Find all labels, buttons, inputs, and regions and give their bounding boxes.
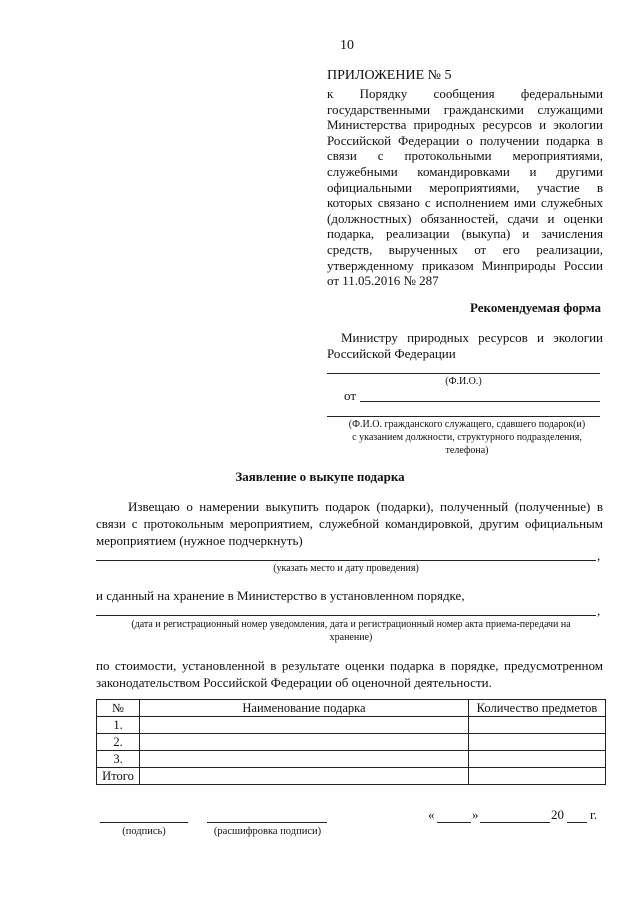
table-header-row xyxy=(97,700,606,717)
row-quantity xyxy=(469,768,606,785)
row-number: 3. xyxy=(97,751,140,768)
from-line xyxy=(360,401,600,402)
appendix-line: утвержденному приказом Минприроды России xyxy=(327,257,603,273)
row-quantity xyxy=(469,751,606,768)
row-quantity xyxy=(469,734,606,751)
row-quantity xyxy=(469,717,606,734)
fio-caption: (Ф.И.О.) xyxy=(445,376,482,387)
notice-caption xyxy=(96,618,606,644)
row-gift-name xyxy=(140,717,469,734)
appendix-line: от 11.05.2016 № 287 xyxy=(327,273,439,289)
statement-paragraph-2: и сданный на хранение в Министерство в установленном порядке, xyxy=(96,588,465,603)
date-field xyxy=(428,807,608,825)
date-open-quote: « xyxy=(428,807,435,822)
fio-line xyxy=(327,373,600,374)
signature-caption: (подпись) xyxy=(122,826,166,837)
date-close-quote: » xyxy=(472,807,479,822)
table-row xyxy=(97,717,606,734)
row-number: 2. xyxy=(97,734,140,751)
page-number: 10 xyxy=(340,38,354,53)
appendix-line: которых связано с исполнением ими служебных xyxy=(327,195,603,211)
statement-paragraph-3 xyxy=(96,657,603,691)
paragraph-line: Извещаю о намерении выкупить подарок (подарки), полученный (полученные) в xyxy=(128,499,603,514)
appendix-line: (должностных) обязанностей, сдачи и оценки xyxy=(327,210,603,226)
gift-table xyxy=(96,699,606,785)
date-year-line xyxy=(567,822,587,823)
row-gift-name xyxy=(140,734,469,751)
appendix-text xyxy=(327,86,603,289)
date-year-prefix: 20 xyxy=(551,807,564,822)
addressee-line: Министру природных ресурсов и экологии xyxy=(341,330,603,345)
row-gift-name xyxy=(140,768,469,785)
appendix-line: Российской Федерации о получении подарка в xyxy=(327,132,603,148)
table-row xyxy=(97,751,606,768)
notice-caption-line: хранение) xyxy=(329,632,373,643)
table-total-row xyxy=(97,768,606,785)
notice-line xyxy=(96,615,596,616)
signature-decode-line xyxy=(207,822,327,823)
row-number: Итого xyxy=(97,768,140,785)
row-gift-name xyxy=(140,751,469,768)
appendix-line: официальными мероприятиями, участие в xyxy=(327,179,603,195)
sender-line xyxy=(327,416,600,417)
sender-caption-line: (Ф.И.О. гражданского служащего, сдавшего подарок(и) xyxy=(348,419,586,430)
paragraph-line: связи с протокольным мероприятием, служебной командировкой, другим официальным xyxy=(96,516,603,531)
header-number: № xyxy=(97,700,140,717)
notice-caption-line: (дата и регистрационный номер уведомления, дата и регистрационный номер акта приема-передачи на xyxy=(131,619,571,630)
from-label: от xyxy=(344,388,357,403)
sender-caption-line: с указанием должности, структурного подразделения, xyxy=(352,432,582,443)
appendix-line: к Порядку сообщения федеральными xyxy=(327,86,603,101)
appendix-line: государственными гражданскими служащими xyxy=(327,101,603,117)
appendix-line: подарка, реализации (выкупа) и зачисления xyxy=(327,226,603,242)
header-quantity: Количество предметов xyxy=(469,700,606,717)
statement-title: Заявление о выкупе подарка xyxy=(235,469,405,484)
paragraph-line: мероприятием (нужное подчеркнуть) xyxy=(96,533,303,548)
signature-decode-caption: (расшифровка подписи) xyxy=(213,826,322,837)
form-label: Рекомендуемая форма xyxy=(470,300,602,315)
sender-caption xyxy=(327,418,607,457)
statement-paragraph-1 xyxy=(96,498,603,549)
date-month-line xyxy=(480,822,550,823)
appendix-line: средств, вырученных от его реализации, xyxy=(327,241,603,257)
sender-caption-line: телефона) xyxy=(445,445,489,456)
row-number: 1. xyxy=(97,717,140,734)
header-gift-name: Наименование подарка xyxy=(140,700,469,717)
addressee xyxy=(327,330,603,362)
signature-line xyxy=(100,822,188,823)
addressee-line: Российской Федерации xyxy=(327,346,456,361)
date-year-suffix: г. xyxy=(590,807,598,822)
appendix-line: связи с протокольными мероприятиями, xyxy=(327,148,603,164)
appendix-line: служебными командировками и другими xyxy=(327,163,603,179)
notice-comma: , xyxy=(597,603,601,618)
appendix-title: ПРИЛОЖЕНИЕ № 5 xyxy=(327,68,452,83)
appendix-line: Министерства природных ресурсов и экологии xyxy=(327,117,603,133)
date-day-line xyxy=(437,822,471,823)
table-row xyxy=(97,734,606,751)
paragraph-line: по стоимости, установленной в результате оценки подарка в порядке, предусмотренном xyxy=(96,658,603,673)
place-caption: (указать место и дату проведения) xyxy=(273,563,419,574)
place-line xyxy=(96,560,596,561)
paragraph-line: законодательством Российской Федерации об оценочной деятельности. xyxy=(96,675,492,690)
place-comma: , xyxy=(597,548,601,563)
